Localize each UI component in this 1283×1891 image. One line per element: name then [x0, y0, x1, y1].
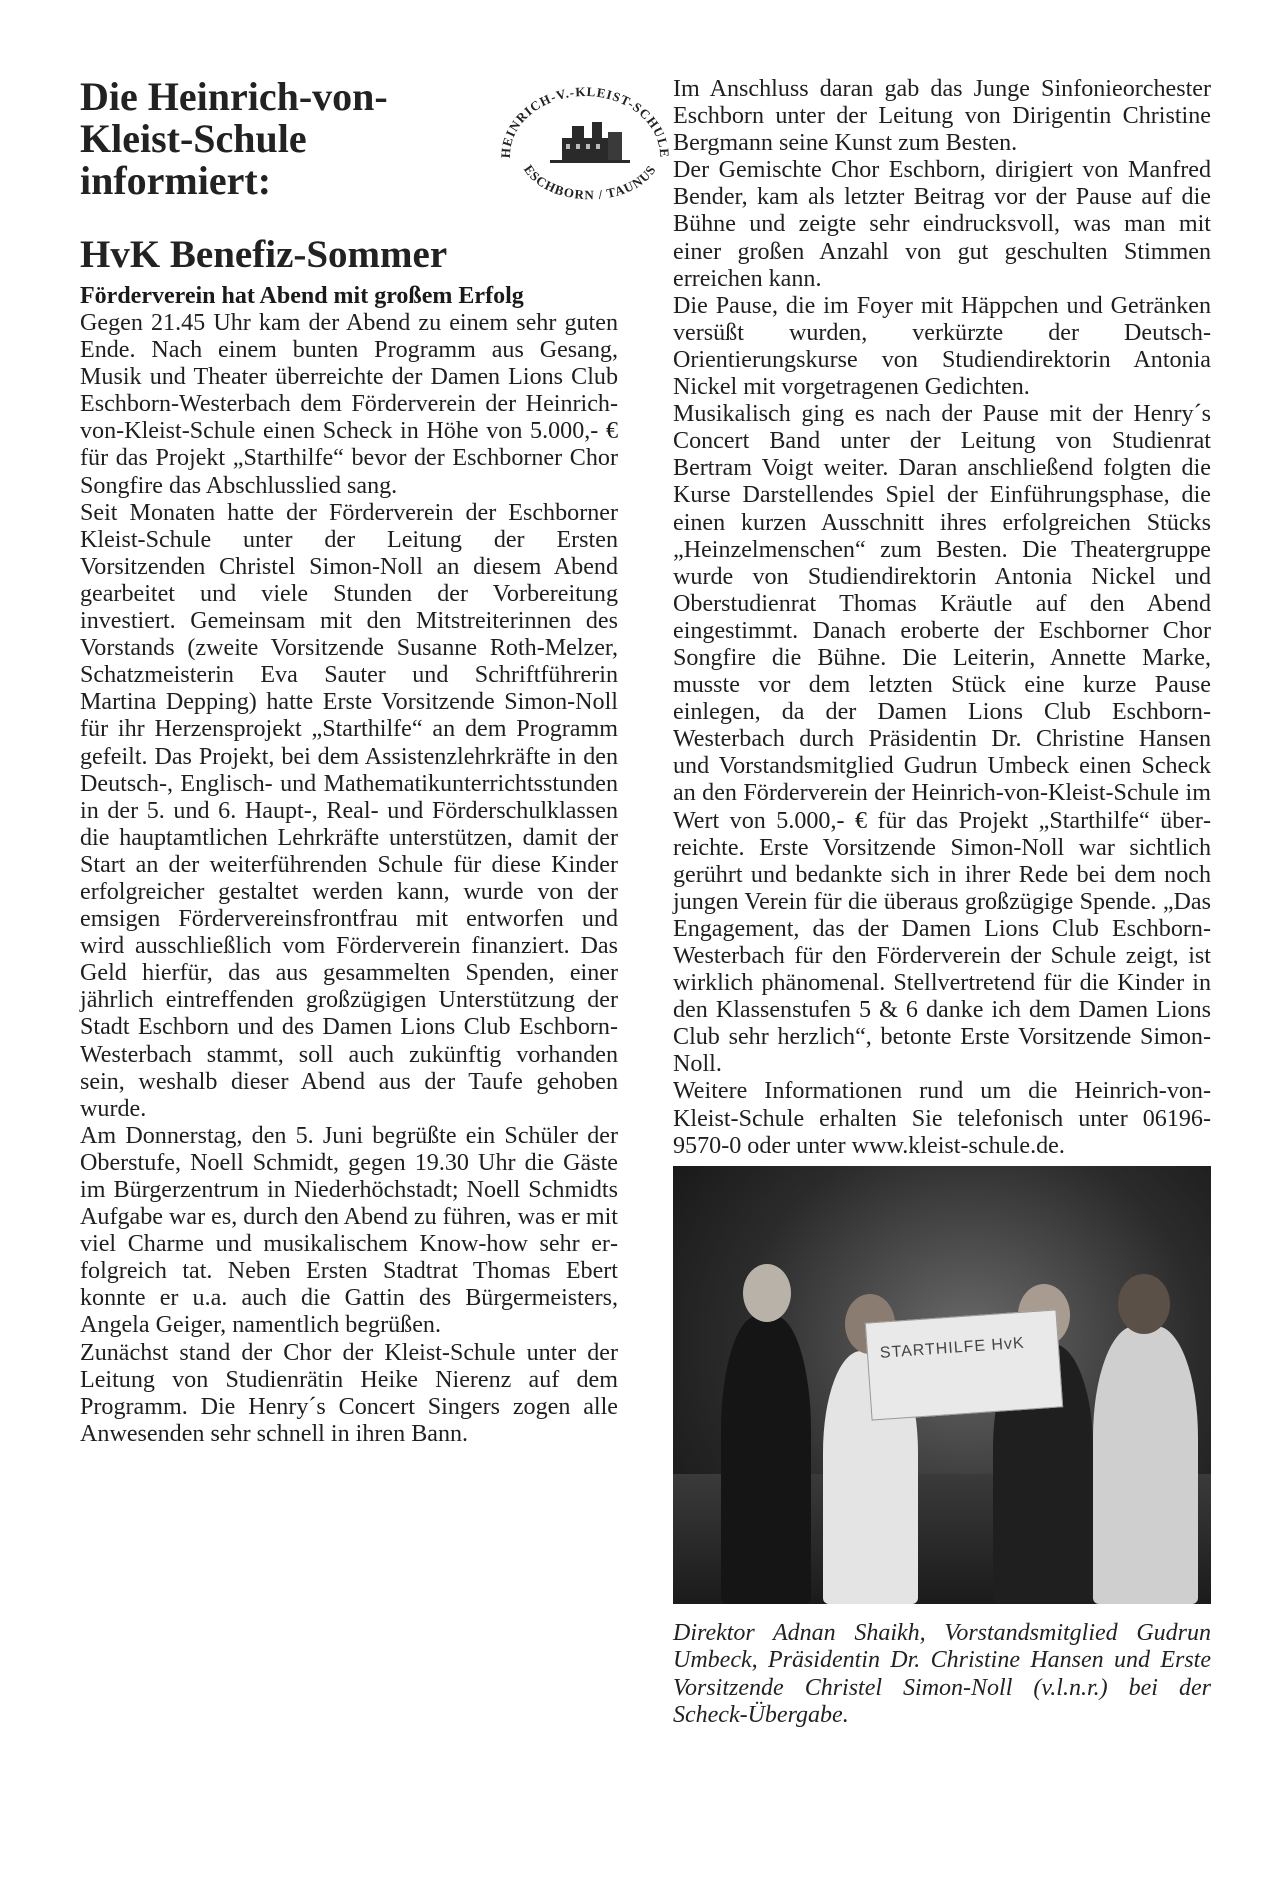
article-paragraph: Weitere Informationen rund um die Heinrich-von-Kleist-Schule erhalten Sie telefonisch unter 06196-9570-0 oder unter www.kleist-schule.de.	[673, 1078, 1211, 1159]
school-name-heading: Die Heinrich-von-Kleist-Schule informiert:	[80, 74, 388, 203]
person-director-head	[743, 1264, 791, 1322]
article-paragraph: Der Gemischte Chor Eschborn, dirigiert von Manfred Bender, kam als letzter Beitrag vor der Pause auf die Bühne und zeigte sehr eindrucksvoll, was man mit einer großen Anzahl von gut geschulten Stimmen erreichen kann.	[673, 157, 1211, 292]
article-subheadline: Förderverein hat Abend mit großem Erfolg	[80, 283, 524, 309]
article-headline: HvK Benefiz-Sommer	[80, 233, 448, 276]
person-chairwoman-head	[1118, 1274, 1170, 1334]
svg-text:ESCHBORN / TAUNUS	[521, 162, 659, 202]
article-paragraph: Gegen 21.45 Uhr kam der Abend zu einem sehr guten Ende. Nach einem bunten Programm aus Gesang, Musik und Theater überreichte der Damen Lions Club Eschborn-Westerbach dem Förderverein der Heinrich-von-Kleist-Schule einen Scheck in Höhe von 5.000,- € für das Projekt „Starthilfe“ bevor der Eschborner Chor Songfire das Abschlusslied sang.	[80, 310, 618, 499]
school-building-icon	[550, 122, 630, 163]
person-chairwoman	[1093, 1326, 1198, 1604]
article-paragraph: Die Pause, die im Foyer mit Häppchen und Getränken versüßt wurden, verkürzte der Deutsch-Orientierungskurse von Studiendirektorin Antonia Nickel mit vorgetragenen Gedichten.	[673, 292, 1211, 401]
school-logo	[480, 76, 690, 206]
article-paragraph: Im Anschluss daran gab das Junge Sinfonieorchester Eschborn unter der Leitung von Dirigentin Christine Bergmann seine Kunst zum Besten.	[673, 76, 1211, 157]
photo-caption: Direktor Adnan Shaikh, Vorstandsmitglied Gudrun Umbeck, Präsidentin Dr. Christine Hansen und Erste Vorsitzende Christel Simon-Noll (v.l.n.r.) bei der Scheck-Übergabe.	[673, 1619, 1211, 1728]
article-paragraph: Zunächst stand der Chor der Kleist-Schule unter der Leitung von Studienrätin Heike Nierenz auf dem Programm. Die Henry´s Concert Singers zogen alle Anwesenden sehr schnell in ihren Bann.	[80, 1339, 618, 1447]
article-paragraph: Seit Monaten hatte der Förderverein der Eschborner Kleist-Schule unter der Leitung der Ersten Vorsitzenden Christel Simon-Noll an diesem Abend gearbeitet und viele Stunden der Vorbereitung investiert. Gemeinsam mit den Mitstreiterinnen des Vorstands (zweite Vorsitzende Susanne Roth-Melzer, Schatzmeisterin Eva Sauter und Schriftführerin Martina Depping) hatte Erste Vorsitzende Simon-Noll für ihr Herzensprojekt „Starthilfe“ an dem Programm gefeilt. Das Projekt, bei dem Assistenzlehrkräfte in den Deutsch-, Englisch- und Mathematikunterrichtsstunden in der 5. und 6. Haupt-, Real- und Förderschulklassen die hauptamtlichen Lehrkräfte unterstützen, damit der Start an der weiterführenden Schule für diese Kinder erfolgreicher gestaltet werden kann, wurde von der emsigen Fördervereinsfrontfrau mit entworfen und wird ausschließlich vom Förderverein finanziert. Das Geld hierfür, das aus gesammelten Spenden, einer jährlich eintreffenden großzügigen Unterstützung der Stadt Eschborn und des Damen Lions Club Eschborn-Westerbach stammt, soll auch zukünftig vorhanden sein, weshalb dieser Abend aus der Taufe gehoben wurde.	[80, 499, 618, 1122]
left-column	[80, 74, 673, 1448]
cheque-handover-photo	[673, 1166, 1211, 1604]
article-paragraph: Musikalisch ging es nach der Pause mit der Henry´s Concert Band unter der Leitung von Studienrat Bertram Voigt weiter. Daran anschließend folgten die Kurse Darstellendes Spiel der Einführungsphase, die einen kurzen Ausschnitt ihres erfolgreichen Stücks „Heinzelmenschen“ zum Besten. Die Theatergruppe wurde von Studiendirektorin Antonia Nickel und Oberstudienrat Thomas Kräutle auf den Abend eingestimmt. Danach eroberte der Eschborner Chor Songfire die Bühne. Die Leiterin, Annette Marke, musste vor dem letzten Stück eine kurze Pause einlegen, da der Damen Lions Club Eschborn-Westerbach durch Präsidentin Dr. Christine Hansen und Vorstandsmitglied Gudrun Umbeck einen Scheck an den Förderverein der Heinrich-von-Kleist-Schule im Wert von 5.000,- € für das Projekt „Starthilfe“ überreichte. Erste Vorsitzende Simon-Noll war sichtlich gerührt und bedankte sich in ihrer Rede bei dem noch jungen Verein für die überaus großzügige Spende. „Das Engagement, das der Damen Lions Club Eschborn-Westerbach für den Förderverein der Schule zeigt, ist wirklich phänomenal. Stellvertretend für die Kinder in den Klassenstufen 5 & 6 danke ich dem Damen Lions Club sehr herzlich“, betonte Erste Vorsitzende Simon-Noll.	[673, 401, 1211, 1078]
right-column	[673, 76, 1211, 1729]
cheque-board	[865, 1309, 1063, 1420]
masthead	[80, 74, 673, 226]
cheque-text: STARTHILFE HvK	[879, 1334, 1026, 1362]
person-director	[721, 1316, 811, 1604]
article-paragraph: Am Donnerstag, den 5. Juni begrüßte ein Schüler der Oberstufe, Noell Schmidt, gegen 19.30 Uhr die Gäste im Bürgerzentrum in Niederhöchstadt; Noell Schmidts Aufgabe war es, durch den Abend zu führen, was er mit viel Charme und musikalischem Know-how sehr erfolgreich tat. Neben Ersten Stadtrat Thomas Ebert konnte er u.a. auch die Gattin des Bürgermeisters, Angela Geiger, namentlich begrüßen.	[80, 1122, 618, 1339]
logo-text-bottom: ESCHBORN / TAUNUS	[520, 161, 659, 203]
logo-text-top: HEINRICH-V.-KLEIST-SCHULE	[497, 83, 673, 159]
